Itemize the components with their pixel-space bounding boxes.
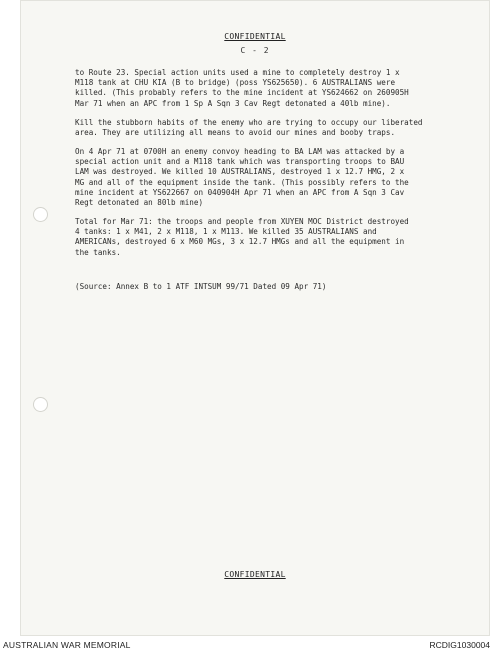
- footer-classification: CONFIDENTIAL: [224, 570, 286, 579]
- paragraph-convoy-attack: On 4 Apr 71 at 0700H an enemy convoy heading to BA LAM was attacked by a special action unit and a M118 tank which was transporting troops to BAU LAM was destroyed. We killed 10 AUSTRALIANS, destroyed 1 x 12.7 HMG, 2 x MG and all of the equipment inside the tank. (This possibly refers to the mine incident at YS622667 on 040904H Apr 71 when an APC from A Sqn 3 Cav Regt detonated an 80lb mine): [75, 147, 409, 208]
- archive-footer: [0, 636, 494, 653]
- header-classification: CONFIDENTIAL: [224, 32, 286, 41]
- punch-hole: [34, 208, 47, 221]
- paragraph-monthly-total: Total for Mar 71: the troops and people from XUYEN MOC District destroyed 4 tanks: 1 x M41, 2 x M118, 1 x M113. We killed 35 AUSTRALIANS and AMERICANs, destroyed 6 x M60 MGs, 3 x 12.7 HMGs and all the equipment in the tanks.: [75, 217, 409, 257]
- punch-hole: [34, 398, 47, 411]
- archive-reference: RCDIG1030004: [429, 640, 490, 650]
- document-page: [20, 0, 490, 636]
- paragraph-source: (Source: Annex B to 1 ATF INTSUM 99/71 Dated 09 Apr 71): [75, 282, 327, 291]
- paragraph-enemy-habits: Kill the stubborn habits of the enemy who are trying to occupy our liberated area. They are utilizing all means to avoid our mines and booby traps.: [75, 118, 423, 138]
- page-number: C - 2: [240, 46, 270, 55]
- institution-name: AUSTRALIAN WAR MEMORIAL: [3, 640, 131, 650]
- paragraph-mine-incident: to Route 23. Special action units used a mine to completely destroy 1 x M118 tank at CHU KIA (B to bridge) (poss YS625650). 6 AUSTRALIANS were killed. (This probably refers to the mine incident at YS624662 on 260905H Mar 71 when an APC from 1 Sp A Sqn 3 Cav Regt detonated a 40lb mine).: [75, 68, 409, 108]
